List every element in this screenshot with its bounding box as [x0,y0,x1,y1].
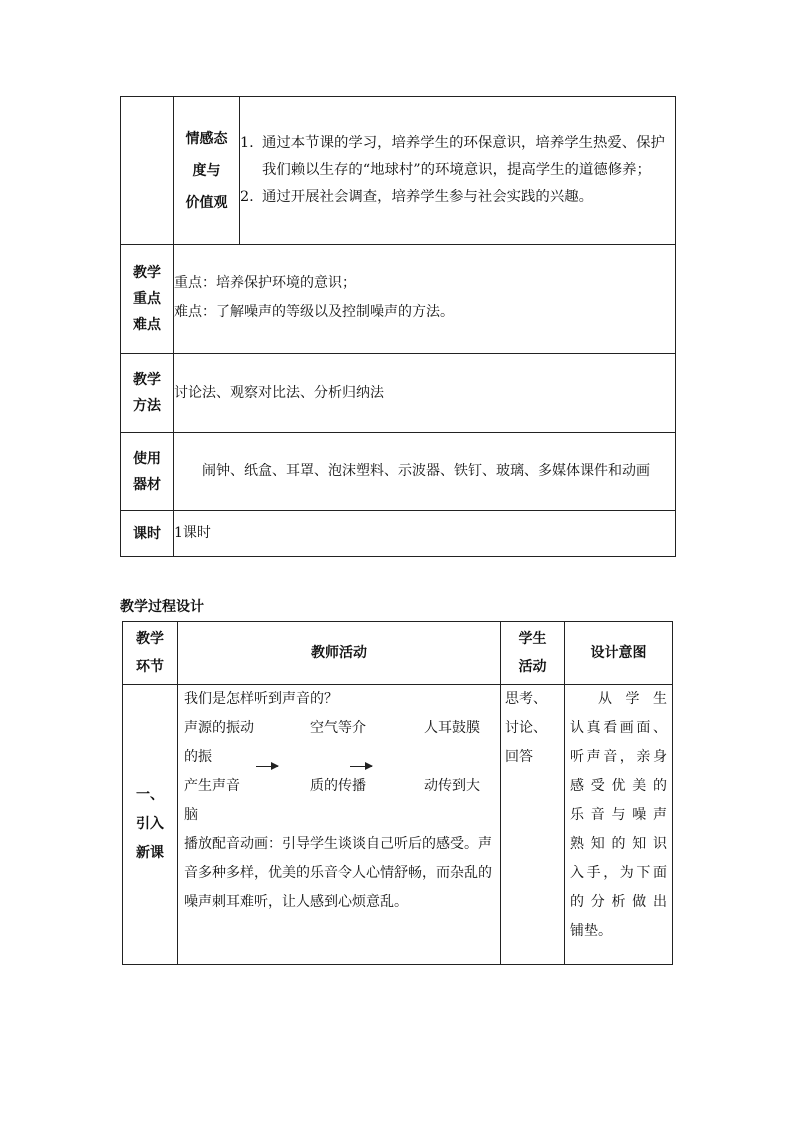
process-table [122,621,673,965]
item-text: 通过开展社会调查，培养学生参与社会实践的兴趣。 [262,189,593,205]
header-line: 环节 [136,659,164,675]
label-line: 使用 [133,450,161,467]
intent-line: 乐音与噪声 [570,807,667,823]
item-number: 2. [240,189,254,205]
stage-line: 新课 [136,845,164,861]
objectives-table [120,96,676,557]
flow-text: 脑 [184,807,198,823]
row-label-materials [121,433,174,511]
blank-cell [121,97,174,245]
materials-value: 闹钟、纸盒、耳罩、泡沫塑料、示波器、铁钉、玻璃、多媒体课件和动画 [202,463,650,479]
stage-line: 引入 [136,816,164,832]
header-line: 教学 [136,631,164,647]
intent-line: 的分析做出 [570,894,667,910]
label-line: 难点 [133,317,161,333]
sound-flow-diagram [184,714,494,858]
list-item [240,130,675,184]
teacher-activity [178,685,501,965]
label-line: 器材 [133,476,161,493]
label-line: 价值观 [185,194,228,211]
design-intent [565,685,673,965]
flow-text: 产生声音 [184,778,240,794]
difficulty-line: 难点：了解噪声的等级以及控制噪声的方法。 [174,304,454,320]
intent-line: 感受优美的 [570,778,667,794]
flow-text: 质的传播 [310,778,366,794]
flow-text: 人耳鼓膜 [424,720,480,736]
flow-text: 声源的振动 [184,720,254,736]
materials-text [174,433,676,511]
intent-line: 听声音，亲身 [570,749,667,765]
table-row [121,354,676,433]
arrow-icon [350,766,372,767]
activity-description: 播放配音动画：引导学生谈谈自己听后的感受。声音多种多样，优美的乐音令人心情舒畅，而杂乱的噪声刺耳难听，让人感到心烦意乱。 [184,836,492,910]
intent-line: 认真看画面、 [570,720,667,736]
header-row [123,622,673,685]
item-text: 通过本节课的学习，培养学生的环保意识，培养学生热爱、保护我们赖以生存的“地球村”的环境意识，提高学生的道德修养； [262,135,665,178]
stage-cell [123,685,178,965]
table-row [121,511,676,557]
arrow-icon [256,766,278,767]
student-line: 回答 [505,749,533,765]
section-title: 教学过程设计 [120,599,204,615]
label-line: 教学 [133,372,161,388]
flow-text: 动传到大 [424,778,480,794]
list-item [240,184,675,211]
label-line: 方法 [133,398,161,414]
label-line: 教学 [133,265,161,281]
affect-goals [240,97,676,245]
student-activity [501,685,565,965]
row-label-affect [174,97,240,245]
stage-line: 一、 [136,787,164,803]
table-row [121,245,676,354]
table-row [121,433,676,511]
intent-line: 熟知的知识 [570,836,667,852]
label-line: 情感态 [185,130,228,147]
label-line: 度与 [192,162,221,179]
question-text: 我们是怎样听到声音的？ [184,691,338,707]
student-line: 讨论、 [505,720,547,736]
intent-line: 铺垫。 [570,923,612,939]
flow-text: 的振 [184,749,212,765]
item-number: 1. [240,135,254,151]
table-row [123,685,673,965]
intent-line: 从学生 [598,691,667,707]
hours-text: 1课时 [174,511,676,557]
label-line: 重点 [133,291,161,307]
row-label-methods [121,354,174,433]
methods-text: 讨论法、观察对比法、分析归纳法 [174,354,676,433]
header-teacher: 教师活动 [178,622,501,685]
header-student [501,622,565,685]
flow-text: 空气等介 [310,720,366,736]
key-point-line: 重点：培养保护环境的意识； [174,275,356,291]
header-line: 活动 [518,659,547,675]
row-label-hours: 课时 [121,511,174,557]
header-stage [123,622,178,685]
intent-line: 入手，为下面 [570,865,667,881]
table-row [121,97,676,245]
student-line: 思考、 [505,691,547,707]
header-line: 学生 [518,631,547,647]
row-label-key-points [121,245,174,354]
key-points [174,245,676,354]
header-intent: 设计意图 [565,622,673,685]
